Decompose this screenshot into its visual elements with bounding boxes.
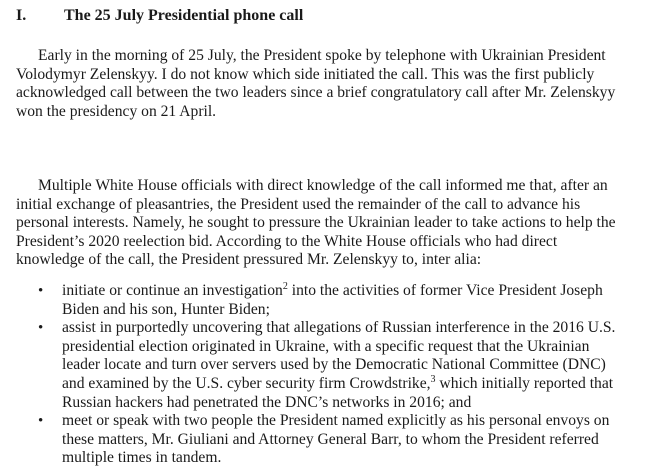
bullet-list (0, 282, 653, 468)
section-number: I. (16, 7, 27, 24)
paragraph-line: personal interests. Namely, he sought to pressure the Ukrainian leader to take actions to help the (16, 214, 616, 232)
paragraph-line: Volodymyr Zelenskyy. I do not know which side initiated the call. This was the first publicly (16, 65, 595, 83)
paragraph-call-overview (16, 47, 638, 121)
bullet-line: presidential election originated in Ukraine, with a specific request that the Ukrainian (62, 337, 590, 355)
paragraph-line: President’s 2020 reelection bid. According to the White House officials who had direct (16, 232, 558, 250)
bullet-item-investigation (0, 282, 653, 319)
paragraph-line: knowledge of the call, the President pressured Mr. Zelenskyy to, inter alia: (16, 251, 482, 269)
bullet-line: meet or speak with two people the President named explicitly as his personal envoys on (62, 412, 610, 430)
bullet-dot-icon: • (38, 283, 44, 299)
bullet-line: leader locate and turn over servers used by the Democratic National Committee (DNC) (62, 356, 606, 374)
paragraph-line: Early in the morning of 25 July, the President spoke by telephone with Ukrainian President (38, 47, 606, 64)
bullet-line: assist in purportedly uncovering that allegations of Russian interference in the 2016 U.S. (62, 319, 616, 337)
bullet-dot-icon: • (38, 413, 44, 430)
paragraph-line: acknowledged call between the two leaders since a brief congratulatory call after Mr. Zelenskyy (16, 84, 616, 102)
paragraph-line: initial exchange of pleasantries, the President used the remainder of the call to advance his (16, 195, 581, 213)
bullet-line: initiate or continue an investigation$^2$ into the activities of former Vice President Joseph (62, 280, 603, 299)
bullet-line: these matters, Mr. Giuliani and Attorney General Barr, to whom the President referred (62, 430, 599, 448)
section-heading (16, 7, 303, 26)
bullet-line: Russian hackers had penetrated the DNC’s networks in 2016; and (62, 393, 472, 411)
paragraph-line: won the presidency on 21 April. (16, 102, 217, 120)
bullet-line: Biden and his son, Hunter Biden; (62, 300, 270, 318)
paragraph-officials-account (16, 177, 638, 270)
footnote-marker: 3 (430, 373, 436, 385)
paragraph-line: Multiple White House officials with direct knowledge of the call informed me that, after an (38, 177, 608, 194)
bullet-line: multiple times in tandem. (62, 449, 222, 467)
bullet-item-servers (0, 319, 653, 412)
bullet-dot-icon: • (38, 320, 44, 337)
footnote-marker: 2 (282, 280, 288, 292)
bullet-line: and examined by the U.S. cyber security firm Crowdstrike,$^3$ which initially reported that (62, 373, 614, 392)
section-title: The 25 July Presidential phone call (64, 7, 304, 24)
